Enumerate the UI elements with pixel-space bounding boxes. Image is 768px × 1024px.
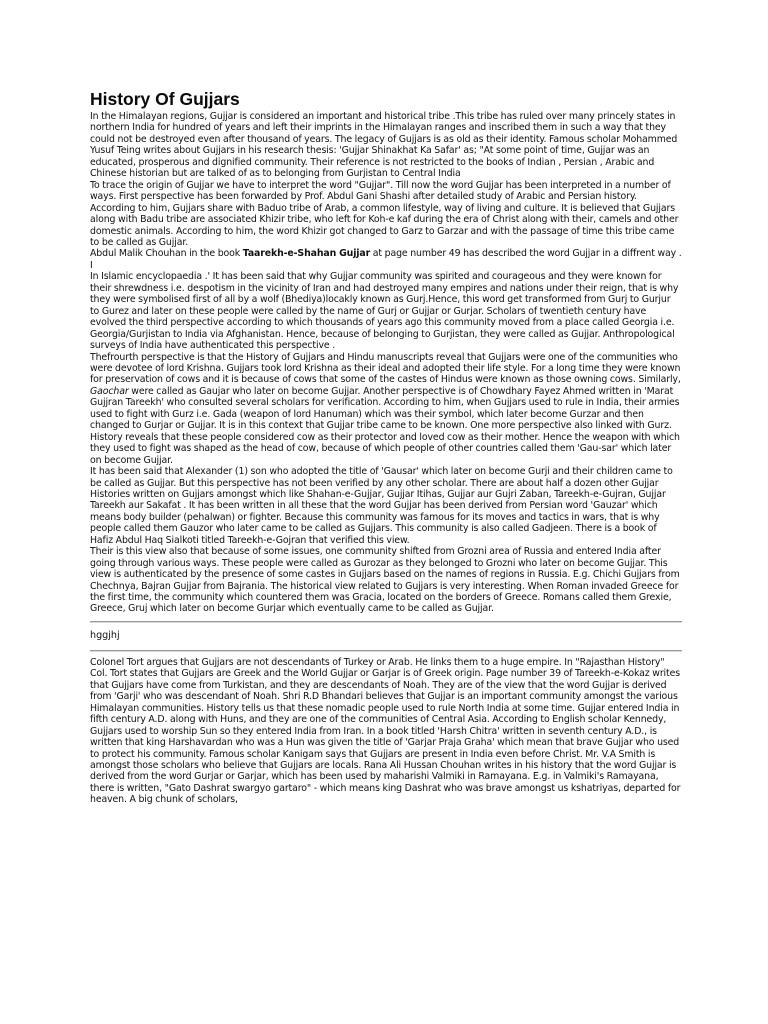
- term-italic: Gaochar: [90, 385, 129, 397]
- paragraph-chouhan-text-2: at page number 49 has described the word Gujjar in a diffrent way . I: [90, 248, 682, 271]
- page-title: History Of Gujjars: [90, 89, 240, 109]
- separator-label: hggjhj: [90, 629, 120, 641]
- paragraph-fourth-text-1: Thefrourth perspective is that the History of Gujjars and Hindu manuscripts reveal that Gujjars were one of the communities who were devotee of lord Krishna. Gujjars took lord Krishna as their ideal and adopted their life style. For a long time they were known for preservation of cows and it is because of cows that some of the castes of Hindus were known as those owning cows. Similarly,: [90, 351, 681, 386]
- document-page: [90, 88, 682, 806]
- paragraph-colonel-tort: Colonel Tort argues that Gujjars are not descendants of Turkey or Arab. He links them to a huge empire. In "Rajasthan History" Col. Tort states that Gujjars are Greek and the World Gujjar or Garjar is of Greek origin. Page number 39 of Tareekh-e-Kokaz writes that Gujjars have come from Turkistan, and they are descendants of Noah. They are of the view that the word Gujjar is derived from 'Garji' who was descendant of Noah. Shri R.D Bhandari believes that Gujjar is an important community amongst the various Himalayan communities. History tells us that these nomadic people used to rule North India at some time. Gujjar entered India in fifth century A.D. along with Huns, and they are one of the communities of Central Asia. According to English scholar Kennedy, Gujjars used to worship Sun so they entered India from Iran. In a book titled 'Harsh Chitra' written in seventh century A.D., is written that king Harshavardan who was a Hun was given the title of 'Garjar Praja Graha' which mean that brave Gujjar who used to protect his community. Famous scholar Kanigam says that Gujjars are present in India even before Christ. Mr. V.A Smith is amongst those scholars who believe that Gujjars are locals. Rana Ali Hussan Chouhan writes in his history that the word Gujjar is derived from the word Gurjar or Garjar, which has been used by maharishi Valmiki in Ramayana. E.g. in Valmiki's Ramayana, there is written, "Gato Dashrat swargyo gartaro" - which means king Dashrat who was brave amongst us kshatriyas, departed for heaven. A big chunk of scholars,: [90, 656, 681, 806]
- paragraph-grozni: Their is this view also that because of some issues, one community shifted from Grozni area of Russia and entered India after going through various ways. These people were called as Gurozar as they belonged to Grozni who later on become Gujjar. This view is authenticated by the presence of some castes in Gujjars based on the names of regions in Russia. E.g. Chichi Gujjars from Chechnya, Bajran Gujjar from Bajrania. The historical view related to Gujjars is very interesting. When Roman invaded Greece for the first time, the community which countered them was Gracia, located on the borders of Greece. Romans called them Grexie, Greece, Gruj which later on become Gurjar which eventually came to be called as Gujjar.: [90, 546, 680, 615]
- divider-top: [90, 621, 682, 623]
- paragraph-intro: In the Himalayan regions, Gujjar is considered an important and historical tribe .This tribe has ruled over many princely states in northern India for hundred of years and left their imprints in the Himalayan ranges and inscribed them in such a way that they could not be destroyed even after thousand of years. The legacy of Gujjars is as old as their identity. Famous scholar Mohammed Yusuf Teing writes about Gujjars in his research thesis: 'Gujjar Shinakhat Ka Safar' as; "At some point of time, Gujjar was an educated, prosperous and dignified community. Their reference is not restricted to the books of Indian , Persian , Arabic and Chinese historian but are talked of as to belonging from Gurjistan to Central India: [90, 111, 678, 180]
- paragraph-alexander: It has been said that Alexander (1) son who adopted the title of 'Gausar' which later on become Gurji and their children came to be called as Gujjar. But this perspective has not been verified by any other scholar. There are about half a dozen other Gujjar Histories written on Gujjars amongst which like Shahan-e-Gujjar, Gujjar Itihas, Gujjar aur Gujri Zaban, Tareekh-e-Gujran, Gujjar Tareekh aur Sakafat . It has been written in all these that the word Gujjar has been derived from Persian word 'Gauzar' which means body builder (pehalwan) or fighter. Because this community was famous for its moves and tactics in wars, that is why people called them Gauzor who later came to be called as Gujjars. This community is also called Gadjeen. There is a book of Hafiz Abdul Haq Sialkoti titled Tareekh-e-Gojran that verified this view.: [90, 466, 673, 546]
- paragraph-fourth-text-2: were called as Gaujar who later on become Gujjar. Another perspective is of Chowdhary Fayez Ahmed written in 'Marat Gujjran Tareekh' who consulted several scholars for verification. According to him, when Gujjars used to rule in India, their armies used to fight with Gurz i.e. Gada (weapon of lord Hanuman) which was their symbol, which later become Gurzar and then changed to Gurjar or Gujjar. It is in this context that Gujjar tribe came to be known. One more perspective also linked with Gurz. History reveals that these people considered cow as their protector and loved cow as their mother. Hence the weapon with which they used to fight was shaped as the head of cow, because of which people of other countries called them 'Gau-sar' which later on become Gujjar.: [90, 385, 680, 466]
- paragraph-chouhan-text-1: Abdul Malik Chouhan in the book: [90, 248, 243, 260]
- paragraph-encyclopaedia: In Islamic encyclopaedia .' It has been said that why Gujjar community was spirited and courageous and they were known for their shrewdness i.e. despotism in the vicinity of Iran and had destroyed many empires and nations under their reign, that is why they were symbolised first of all by a wolf (Bhediya)locakly known as Gurj.Hence, this word get transformed from Gurj to Gurjur to Gurez and later on these people were called by the name of Gurj or Gujjar or Gurjar. Scholars of twentieth century have evolved the third perspective according to which thousands of years ago this community moved from a place called Georgia i.e. Georgia/Gurjistan to India via Afghanistan. Hence, because of belonging to Gurjistan, they were called as Gujjar. Anthropological surveys of India have authenticated this perspective .: [90, 271, 679, 352]
- paragraph-fourth-perspective: [90, 352, 682, 467]
- divider-bottom: [90, 650, 682, 652]
- paragraph-origin-word: To trace the origin of Gujjar we have to interpret the word "Gujjar". Till now the word Gujjar has been interpreted in a number of ways. First perspective has been forwarded by Prof. Abdul Gani Shashi after detailed study of Arabic and Persian history. According to him, Gujjars share with Baduo tribe of Arab, a common lifestyle, way of living and culture. It is believed that Gujjars along with Badu tribe are associated Khizir tribe, who left for Koh-e kaf during the era of Christ along with their, camels and other domestic animals. According to him, the word Khizir got changed to Garz to Garzar and with the passage of time this tribe came to be called as Gujjar.: [90, 179, 679, 248]
- book-title-bold: Taarekh-e-Shahan Gujjar: [242, 248, 371, 260]
- paragraph-chouhan: [90, 248, 682, 271]
